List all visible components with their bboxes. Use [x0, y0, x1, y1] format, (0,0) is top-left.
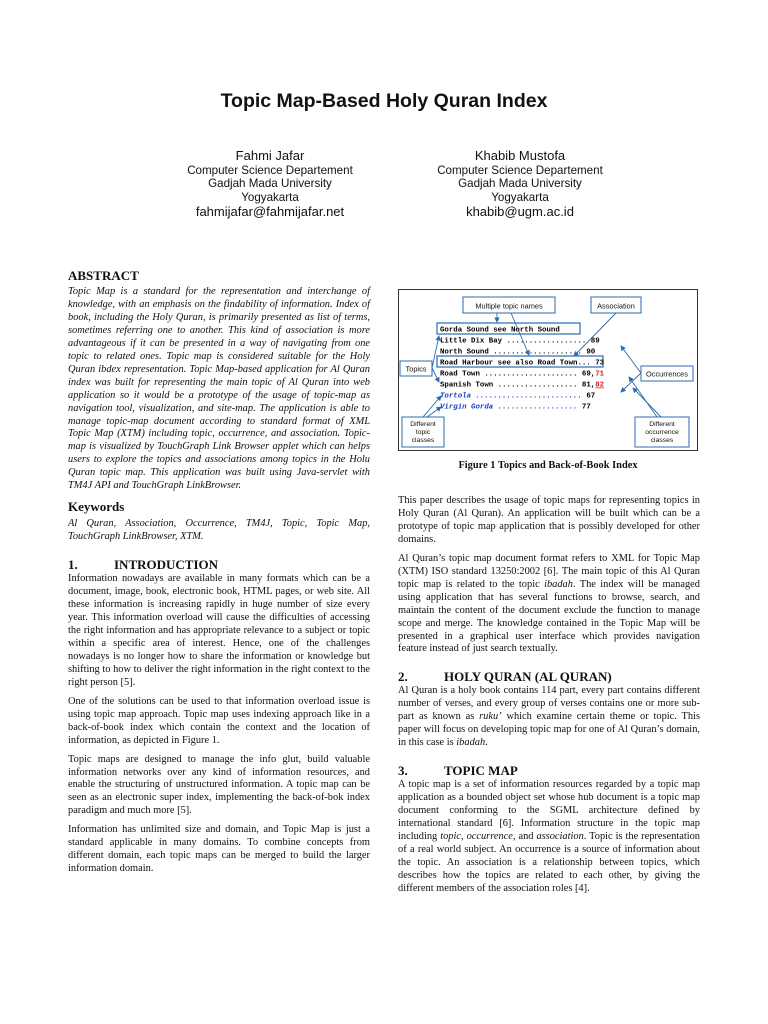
- author-email: khabib@ugm.ac.id: [466, 204, 574, 220]
- index-row-0: Gorda Sound see North Sound: [440, 326, 560, 335]
- author-name: Khabib Mustofa: [474, 148, 566, 163]
- author-city: Yogyakarta: [491, 190, 549, 204]
- section-number: 2.: [398, 669, 408, 685]
- label-occurrences: Occurrences: [646, 369, 688, 379]
- author-dept: Computer Science Departement: [187, 164, 353, 177]
- author-univ: Gadjah Mada University: [458, 177, 582, 191]
- paragraph: Al Quran’s topic map document format refers to XML for Topic Map (XTM) ISO standard 13250:2002 [6]. The main topic of this Al Quran topic map is related to the topic ibadah. The index will be managed using application that has several functions to browse, search, and maintain the content of the document exclude the function to manage scope and merge. The knowledge contained in the Topic Map will be presented in a graphical user interface which provides navigation feature instead of just search textually.: [398, 552, 700, 655]
- index-row-1: Little Dix Bay .................. 89: [440, 337, 600, 346]
- abstract-heading: ABSTRACT: [68, 268, 139, 283]
- paragraph: Al Quran is a holy book contains 114 part, every part contains different number of verses, and every group of verses contains one or more sub-part as known as ruku’ which examine certain theme or topic. This paper will focus on developing topic map for one of Al Quran’s domain, in this case is ibadah.: [398, 685, 700, 749]
- section-title: INTRODUCTION: [114, 557, 219, 573]
- paragraph: Information nowadays are available in many formats which can be a document, image, book, electronic book, HTML pages, or web site. All these information is increasing rapidly in huge number of size every year. This information overload will cause the difficulties of accessing the right information and has appropriate relevance to a subject or topic within a specific area of interest. Hence, one of the challenges nowadays is no longer how to share the information or knowledge but shifting to how to deliver the right information in the right context to the right person [5].: [68, 573, 370, 688]
- index-row-6: Tortola ........................ 67: [440, 392, 596, 401]
- index-row-4: Road Town ..................... 69,71: [440, 370, 605, 379]
- section-number: 1.: [68, 557, 78, 573]
- label-dt-1: Different: [410, 421, 436, 428]
- right-column: [398, 495, 700, 896]
- author-email: fahmijafar@fahmijafar.net: [195, 204, 345, 220]
- section-heading-holy-quran: [398, 669, 700, 685]
- author-block-2: [370, 148, 670, 220]
- label-do-1: Different: [649, 421, 675, 428]
- index-row-2: North Sound .................... 90: [440, 348, 596, 357]
- figure-diagram: [399, 290, 697, 450]
- section-title: TOPIC MAP: [444, 763, 518, 779]
- label-topics: Topics: [405, 364, 427, 374]
- section-title: HOLY QURAN (AL QURAN): [444, 669, 612, 685]
- author-dept: Computer Science Departement: [437, 164, 603, 177]
- label-dt-2: topic: [415, 429, 431, 436]
- index-row-3: Road Harbour see also Road Town... 73: [440, 359, 605, 368]
- author-univ: Gadjah Mada University: [208, 177, 332, 191]
- label-association: Association: [597, 301, 635, 311]
- paragraph: This paper describes the usage of topic maps for representing topics in Holy Quran (Al Quran). An application will be built which can be a prototype of topic map application that is possibly developed for other domains.: [398, 495, 700, 545]
- section-heading-topic-map: [398, 763, 700, 779]
- index-row-7: Virgin Gorda .................. 77: [440, 403, 591, 412]
- paragraph: A topic map is a set of information resources regarded by a topic map application as a bounded object set whose hub document is a topic map document conforming to the SGML architecture defined by international standard [6]. Information structure in the topic map including topic, occurrence, and association. Topic is the representation of a real world subject. An occurrence is a source of information about the topic. An association is a relationship between topics, which describes how the topics are related to each other, by giving the different members of the association roles [4].: [398, 779, 700, 894]
- index-row-5: Spanish Town .................. 81,82: [440, 381, 605, 390]
- label-multiple-names: Multiple topic names: [475, 301, 543, 311]
- figure-caption: Figure 1 Topics and Back-of-Book Index: [458, 460, 638, 471]
- paragraph: One of the solutions can be used to that information overload issue is using topic map approach. Topic map uses indexing approach like in a back-of-book index which contain the context and the location of information, as depicted in Figure 1.: [68, 695, 370, 746]
- figure-1: [398, 289, 698, 451]
- paragraph: Topic maps are designed to manage the info glut, build valuable information networks over any kind of information resources, and enable the structuring of unstructured information. A topic map can be seen as an electronic super index, implementing the back-of-bok index paradigm and much more [5].: [68, 753, 370, 817]
- keywords-text: Al Quran, Association, Occurrence, TM4J, Topic, Topic Map, TouchGraph LinkBrowser, XTM.: [68, 518, 370, 543]
- paper-title: Topic Map-Based Holy Quran Index: [220, 90, 548, 112]
- author-city: Yogyakarta: [241, 190, 299, 204]
- section-heading-introduction: [68, 557, 370, 573]
- label-do-3: classes: [650, 437, 674, 444]
- label-dt-3: classes: [411, 437, 435, 444]
- left-column: [68, 268, 370, 876]
- author-name: Fahmi Jafar: [235, 148, 305, 163]
- paragraph: Information has unlimited size and domain, and Topic Map is just a standard applicable in many domains. To combine concepts from different domain, each topic maps can be merged to build the larger information domain.: [68, 824, 370, 875]
- label-do-2: occurrence: [645, 429, 679, 436]
- keywords-heading: Keywords: [68, 499, 125, 515]
- abstract-text: Topic Map is a standard for the representation and interchange of knowledge, with an emphasis on the findability of information. Index of book, including the Holy Quran, is primarily presented as list of terms, sometimes referring one to another. This kind of association is more advantageous if it can be presented in a way of navigating from one topic to related ones. Topic map is considered suitable for the Holy Quran ibdex representation. Topic Map-based application for Al Quran index was built for representing the main topic of Al Quran into web application so it would be a prototype of the usage of topic-map as navigation tool, visualization, and site-map. The application is able to manage topic-map document according to standard format of XML Topic Map (XTM) including topic, occurrence, and association. Topic-map is visualized by TouchGraph Link Browser applet which can helps users to explore the topics and associations among topics in the Holu Quran topic map. This application was built using Java-servlet with TM4J API and TouchGraph LinkBrowser.: [68, 286, 370, 492]
- section-number: 3.: [398, 763, 408, 779]
